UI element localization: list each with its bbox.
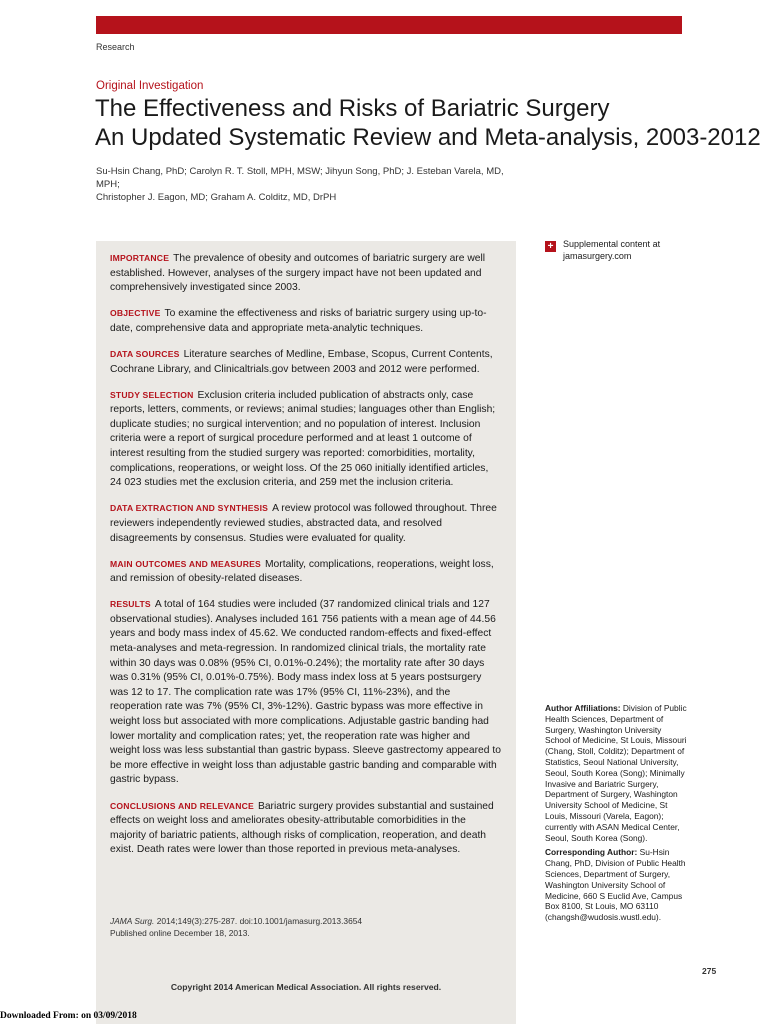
author-affiliations	[545, 703, 687, 843]
citation-journal: JAMA Surg.	[110, 916, 155, 926]
abstract-objective	[110, 306, 502, 336]
supplemental-text	[563, 238, 698, 262]
study-selection-text: Exclusion criteria included publication of abstracts only, case reports, letters, comments, or reviews; animal studies; languages other than English; duplicate studies; no surgical intervention; and no population of interest. Inclusion criteria were a report of surgical procedure performed and at least 1 outcome of interest resulting from the studied surgery was reported: comorbidities, mortality, complications, reoperations, or weight loss. Of the 25 060 initially identified articles, 24 023 studies met the exclusion criteria, and 259 met the inclusion criteria.	[110, 389, 496, 489]
conclusions-text: Bariatric surgery provides substantial and sustained effects on weight loss and ameliorates obesity-attributable comorbidities in the majority of bariatric patients, although risks of complication, reoperation, and death exist. Death rates were lower than those reported in previous meta-analyses.	[110, 800, 494, 856]
data-extraction-heading: DATA EXTRACTION AND SYNTHESIS	[110, 503, 269, 514]
author-list	[96, 165, 516, 204]
page-number: 275	[702, 966, 717, 976]
abstract-box	[96, 241, 516, 1024]
abstract-main-outcomes	[110, 557, 502, 587]
article-type: Original Investigation	[96, 80, 204, 92]
objective-heading: OBJECTIVE	[110, 308, 161, 319]
data-sources-heading: DATA SOURCES	[110, 348, 180, 359]
data-sources-text: Literature searches of Medline, Embase, Scopus, Current Contents, Cochrane Library, and Clinicaltrials.gov between 2003 and 2012 were performed.	[110, 348, 493, 375]
abstract-study-selection	[110, 388, 502, 491]
article-subtitle: An Updated Systematic Review and Meta-analysis, 2003-2012	[95, 124, 761, 151]
author-line-1: Su-Hsin Chang, PhD; Carolyn R. T. Stoll, MPH, MSW; Jihyun Song, PhD; J. Esteban Varela, MD, MPH;	[96, 166, 504, 190]
affiliations-label: Author Affiliations:	[545, 703, 621, 713]
journal-header-bar	[96, 16, 682, 34]
abstract-data-sources	[110, 347, 502, 377]
results-heading: RESULTS	[110, 599, 151, 610]
importance-heading: IMPORTANCE	[110, 253, 170, 263]
main-outcomes-text: Mortality, complications, reoperations, weight loss, and remission of obesity-related diseases.	[110, 558, 494, 585]
citation	[110, 916, 502, 939]
main-outcomes-heading: MAIN OUTCOMES AND MEASURES	[110, 558, 261, 569]
sidebar-notes	[545, 703, 687, 927]
abstract-data-extraction	[110, 501, 502, 546]
conclusions-heading: CONCLUSIONS AND RELEVANCE	[110, 800, 254, 811]
abstract-results	[110, 597, 502, 788]
data-extraction-text: A review protocol was followed throughout. Three reviewers independently reviewed studies, abstracted data, and resolved disagreements by consensus. Studies were evaluated for quality.	[110, 503, 497, 544]
author-line-2: Christopher J. Eagon, MD; Graham A. Colditz, MD, DrPH	[96, 192, 337, 203]
article-title: The Effectiveness and Risks of Bariatric Surgery	[95, 95, 610, 122]
study-selection-heading: STUDY SELECTION	[110, 389, 194, 400]
results-text: A total of 164 studies were included (37 randomized clinical trials and 127 observational studies). Analyses included 161 756 patients with a mean age of 44.56 years and body mass index of 45.62. We conducted random-effects and fixed-effect meta-analyses and meta-regression. In randomized clinical trials, the mortality rate within 30 days was 0.08% (95% CI, 0.01%-0.24%); the mortality rate after 30 days was 0.31% (95% CI, 0.01%-0.75%). Body mass index loss at 5 years postsurgery was 12 to 17. The complication rate was 17% (95% CI, 11%-23%), and the reoperation rate was 7% (95% CI, 3%-12%). Gastric bypass was more effective in weight loss but associated with more complications. Adjustable gastric banding had lower mortality and complication rates; yet, the reoperation rate was higher and weight loss was less substantial than gastric bypass. Sleeve gastrectomy appeared to be more effective in weight loss than adjustable gastric banding and comparable with gastric bypass.	[110, 599, 501, 786]
abstract-body	[110, 251, 502, 868]
plus-icon: +	[545, 241, 556, 252]
corresponding-text: Su-Hsin Chang, PhD, Division of Public Health Sciences, Department of Surgery, Washington University School of Medicine, 660 S Euclid Ave, Campus Box 8100, St Louis, MO 63110 (changsh@wudosis.wustl.edu).	[545, 847, 686, 923]
corresponding-author	[545, 847, 687, 923]
citation-line	[110, 916, 502, 928]
citation-details: 2014;149(3):275-287. doi:10.1001/jamasurg.2013.3654	[156, 916, 363, 926]
download-stamp: Downloaded From: on 03/09/2018	[0, 1011, 137, 1021]
supplemental-link[interactable]: jamasurgery.com	[563, 251, 632, 261]
abstract-importance	[110, 251, 502, 296]
supplemental-label: Supplemental content	[563, 239, 651, 249]
published-date: Published online December 18, 2013.	[110, 927, 250, 938]
section-label: Research	[96, 42, 135, 52]
importance-text: The prevalence of obesity and outcomes of bariatric surgery are well established. However, analyses of the surgery impact have not been updated and comprehensively investigated since 2003.	[110, 253, 486, 294]
corresponding-label: Corresponding Author:	[545, 847, 638, 858]
abstract-conclusions	[110, 799, 502, 858]
objective-text: To examine the effectiveness and risks of bariatric surgery using up-to-date, comprehensive data and appropriate meta-analytic techniques.	[110, 308, 487, 334]
supplemental-at: at	[652, 239, 661, 249]
copyright-notice: Copyright 2014 American Medical Association. All rights reserved.	[170, 982, 442, 992]
affiliations-text: Division of Public Health Sciences, Department of Surgery, Washington University School of Medicine, St Louis, Missouri (Chang, Stoll, Colditz); Department of Statistics, Seoul National University, Seoul, South Korea (Song); Minimally Invasive and Bariatric Surgery, Department of Surgery, Washington University School of Medicine, St Louis, Missouri (Varela, Eagon); currently with ASAN Medical Center, Seoul, South Korea (Song).	[545, 703, 687, 843]
